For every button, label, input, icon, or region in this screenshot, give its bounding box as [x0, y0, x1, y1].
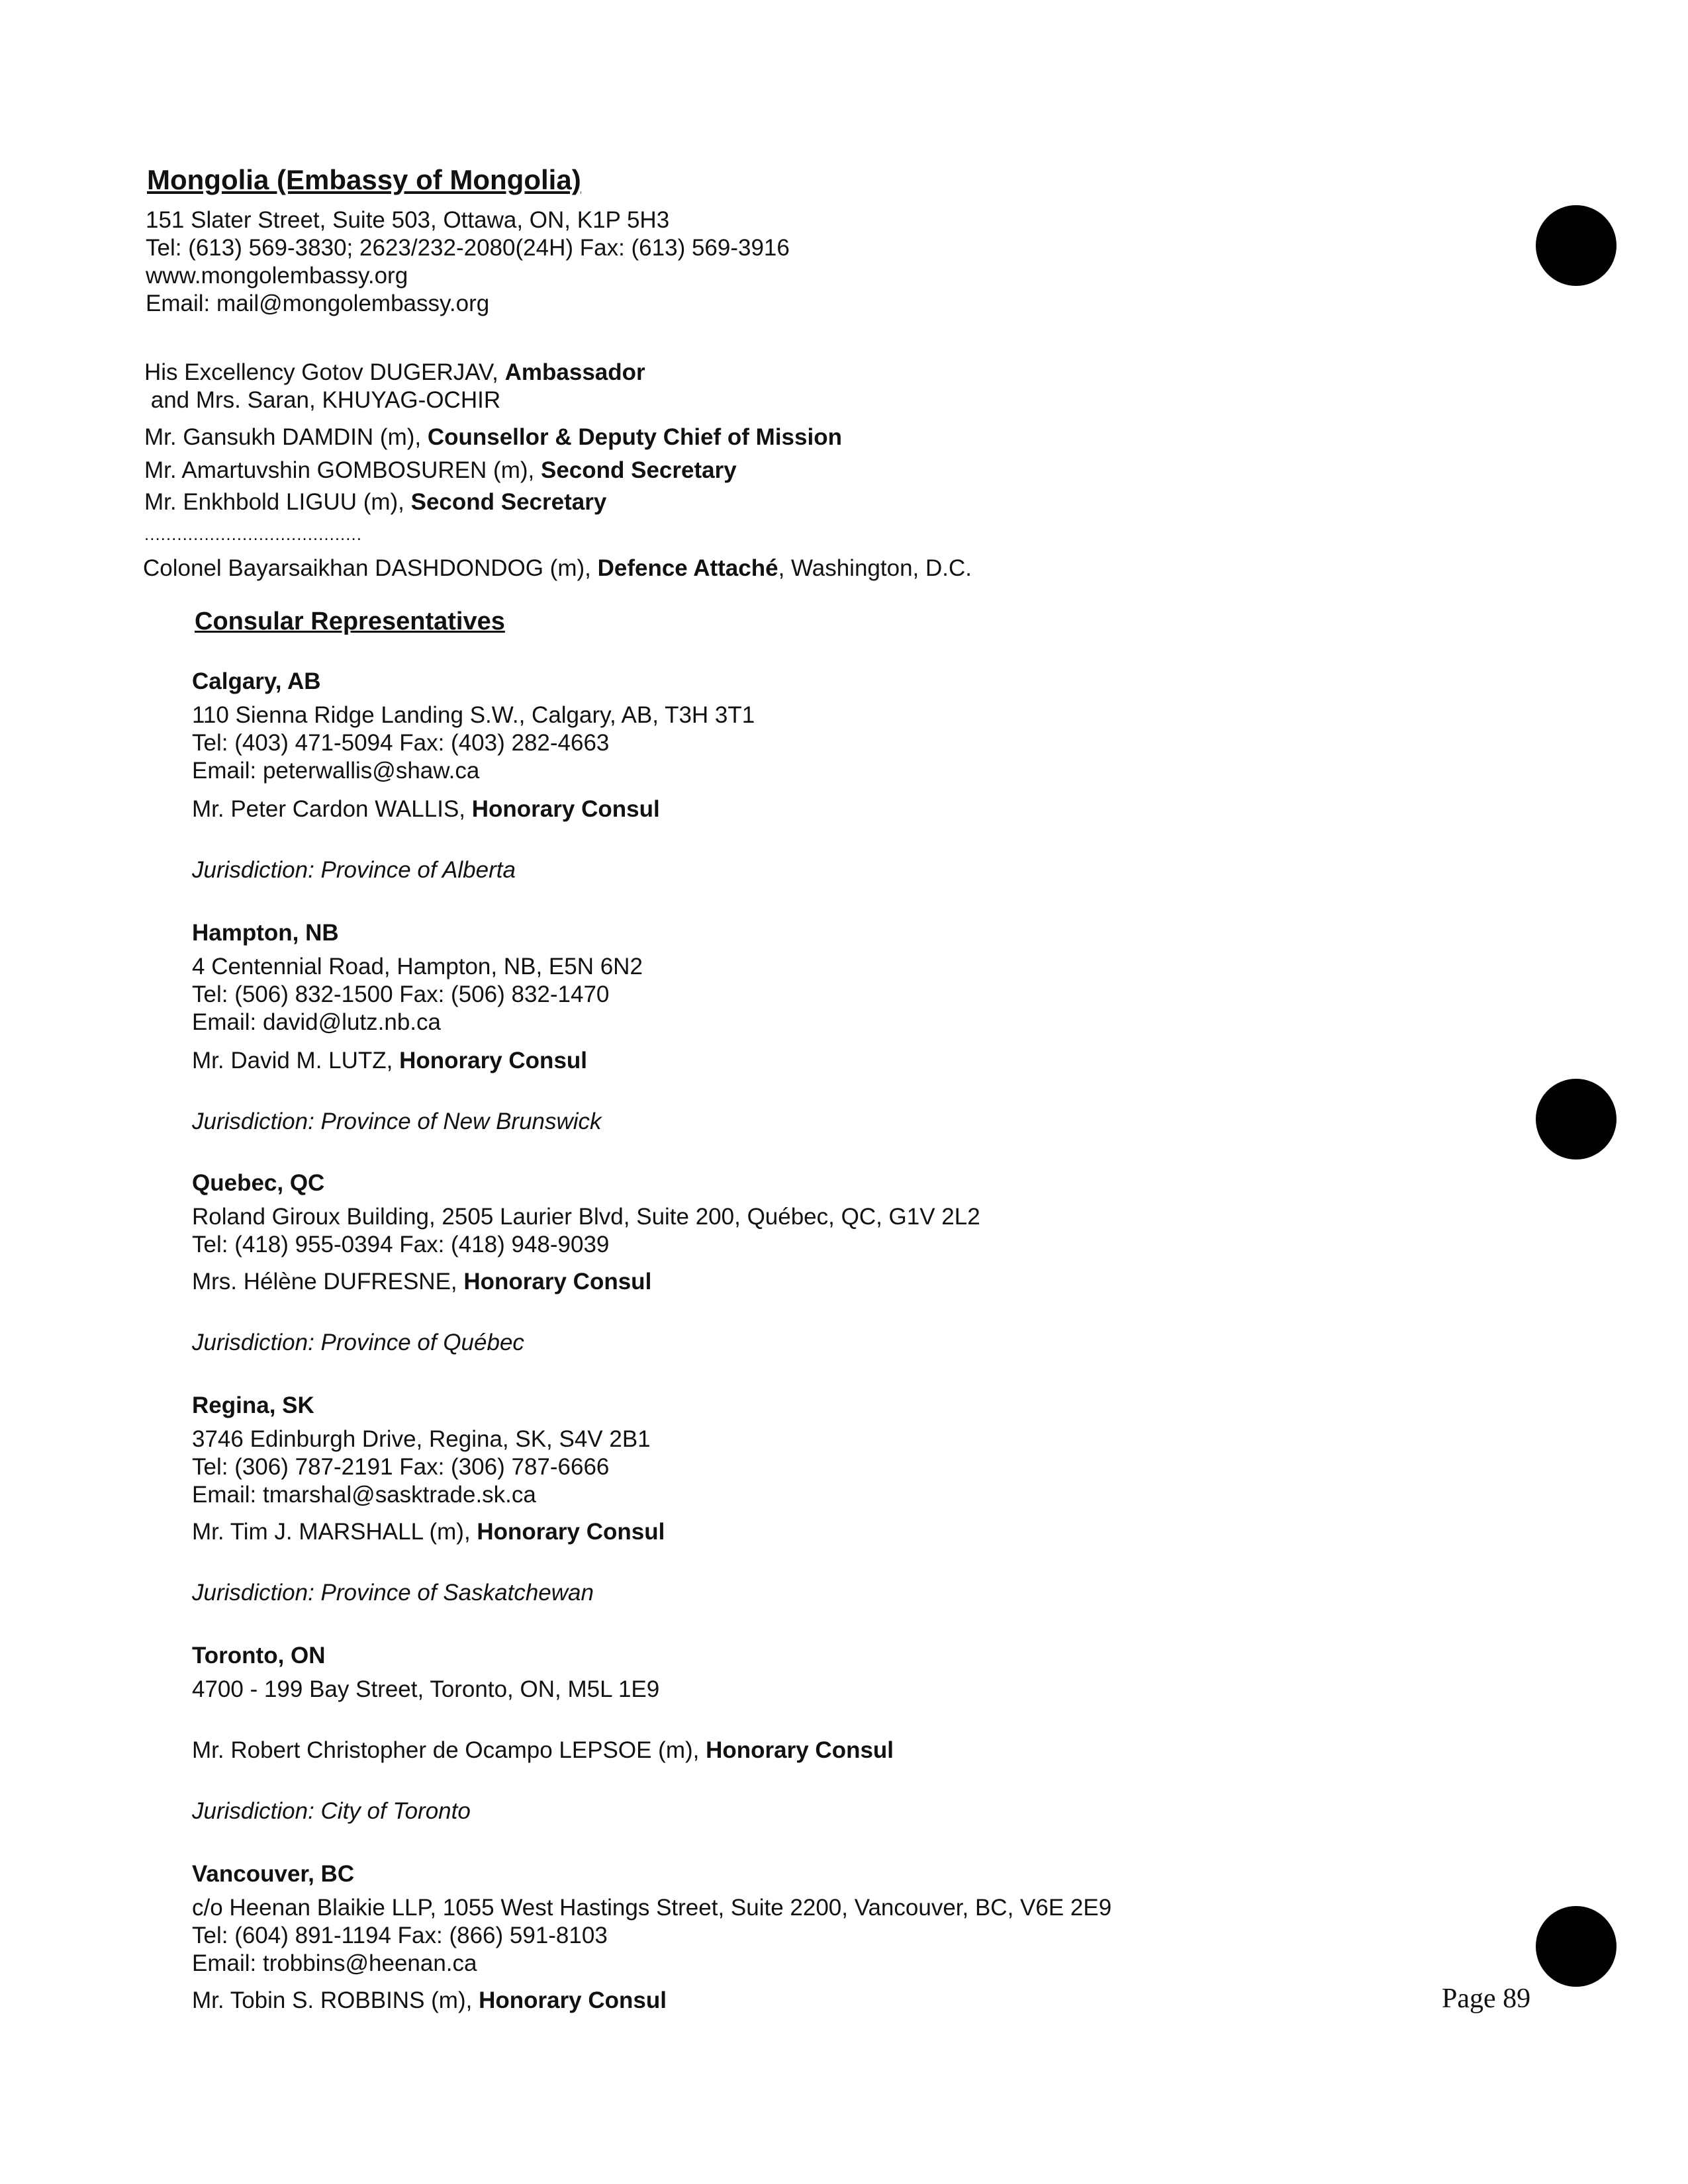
staff-second-secretary-1 [144, 457, 737, 484]
consulate-jurisdiction: Jurisdiction: Province of Alberta [192, 857, 516, 883]
staff-name: Mr. Gansukh DAMDIN (m), [144, 424, 428, 450]
consulate-city: Regina, SK [192, 1392, 314, 1418]
consulate-phone: Tel: (418) 955-0394 Fax: (418) 948-9039 [192, 1232, 610, 1257]
consulate-city: Toronto, ON [192, 1643, 326, 1668]
consulate-phone: Tel: (604) 891-1194 Fax: (866) 591-8103 [192, 1923, 608, 1948]
consul-title: Honorary Consul [706, 1737, 894, 1763]
consul-name: Mr. Peter Cardon WALLIS, [192, 796, 472, 822]
staff-title: Second Secretary [540, 457, 737, 483]
consulate-jurisdiction: Jurisdiction: Province of New Brunswick [192, 1109, 602, 1134]
consul-title: Honorary Consul [399, 1048, 588, 1073]
separator-dots: ........................................ [144, 524, 362, 544]
staff-ambassador [144, 359, 645, 387]
mission-website: www.mongolembassy.org [146, 263, 408, 289]
consulate-address: Roland Giroux Building, 2505 Laurier Blvd, Suite 200, Québec, QC, G1V 2L2 [192, 1204, 980, 1230]
consul-title: Honorary Consul [463, 1269, 652, 1295]
consulate-city: Vancouver, BC [192, 1861, 355, 1887]
staff-second-secretary-2 [144, 488, 606, 516]
consul-line [192, 796, 660, 823]
punch-hole-bottom [1536, 1906, 1617, 1987]
consul-line [192, 1268, 651, 1296]
staff-title: Ambassador [504, 359, 645, 385]
consulate-city: Quebec, QC [192, 1170, 325, 1196]
consulate-address: 3746 Edinburgh Drive, Regina, SK, S4V 2B1 [192, 1426, 651, 1452]
punch-hole-top [1536, 205, 1617, 286]
consul-title: Honorary Consul [471, 796, 660, 822]
consul-line [192, 1518, 665, 1546]
mission-phone: Tel: (613) 569-3830; 2623/232-2080(24H) Fax: (613) 569-3916 [146, 235, 790, 261]
staff-name: His Excellency Gotov DUGERJAV, [144, 359, 505, 385]
mission-address: 151 Slater Street, Suite 503, Ottawa, ON, K1P 5H3 [146, 207, 670, 233]
staff-counsellor [144, 424, 842, 451]
staff-name: and Mrs. Saran, KHUYAG-OCHIR [144, 387, 501, 413]
consul-line [192, 1737, 894, 1764]
staff-name: Mr. Amartuvshin GOMBOSUREN (m), [144, 457, 541, 483]
punch-hole-middle [1536, 1079, 1617, 1160]
staff-title: Counsellor & Deputy Chief of Mission [427, 424, 842, 450]
consulate-email: Email: tmarshal@sasktrade.sk.ca [192, 1482, 536, 1508]
staff-location: , Washington, D.C. [778, 555, 972, 581]
consulate-email: Email: trobbins@heenan.ca [192, 1950, 477, 1976]
consulate-jurisdiction: Jurisdiction: Province of Saskatchewan [192, 1580, 594, 1606]
consul-name: Mr. Tobin S. ROBBINS (m), [192, 1987, 479, 2013]
consulate-city: Hampton, NB [192, 920, 339, 946]
consulate-phone: Tel: (306) 787-2191 Fax: (306) 787-6666 [192, 1454, 610, 1480]
mission-email: Email: mail@mongolembassy.org [146, 291, 490, 316]
consul-title: Honorary Consul [479, 1987, 667, 2013]
consulate-jurisdiction: Jurisdiction: Province of Québec [192, 1330, 524, 1355]
consul-line [192, 1047, 587, 1075]
consulate-address: 4700 - 199 Bay Street, Toronto, ON, M5L 1E9 [192, 1676, 660, 1702]
consul-title: Honorary Consul [477, 1519, 665, 1545]
consulate-phone: Tel: (403) 471-5094 Fax: (403) 282-4663 [192, 730, 610, 756]
consul-name: Mr. Robert Christopher de Ocampo LEPSOE (m), [192, 1737, 706, 1763]
staff-spouse [144, 387, 500, 414]
consul-line [192, 1987, 667, 2015]
staff-defence-attache [143, 555, 972, 582]
staff-title: Second Secretary [410, 489, 607, 515]
consulate-phone: Tel: (506) 832-1500 Fax: (506) 832-1470 [192, 981, 610, 1007]
page-number: Page 89 [1442, 1983, 1531, 2014]
mission-title: Mongolia (Embassy of Mongolia) [147, 164, 581, 195]
staff-name: Mr. Enkhbold LIGUU (m), [144, 489, 411, 515]
staff-title: Defence Attaché [597, 555, 778, 581]
consulate-address: c/o Heenan Blaikie LLP, 1055 West Hastings Street, Suite 2200, Vancouver, BC, V6E 2E9 [192, 1895, 1112, 1921]
consul-name: Mr. David M. LUTZ, [192, 1048, 400, 1073]
consulate-city: Calgary, AB [192, 668, 321, 694]
consul-name: Mr. Tim J. MARSHALL (m), [192, 1519, 477, 1545]
consul-name: Mrs. Hélène DUFRESNE, [192, 1269, 464, 1295]
consular-heading: Consular Representatives [195, 608, 505, 635]
consulate-address: 4 Centennial Road, Hampton, NB, E5N 6N2 [192, 954, 643, 979]
consulate-jurisdiction: Jurisdiction: City of Toronto [192, 1798, 471, 1824]
staff-name: Colonel Bayarsaikhan DASHDONDOG (m), [143, 555, 598, 581]
consulate-email: Email: peterwallis@shaw.ca [192, 758, 480, 784]
consulate-email: Email: david@lutz.nb.ca [192, 1009, 441, 1035]
consulate-address: 110 Sienna Ridge Landing S.W., Calgary, AB, T3H 3T1 [192, 702, 755, 728]
